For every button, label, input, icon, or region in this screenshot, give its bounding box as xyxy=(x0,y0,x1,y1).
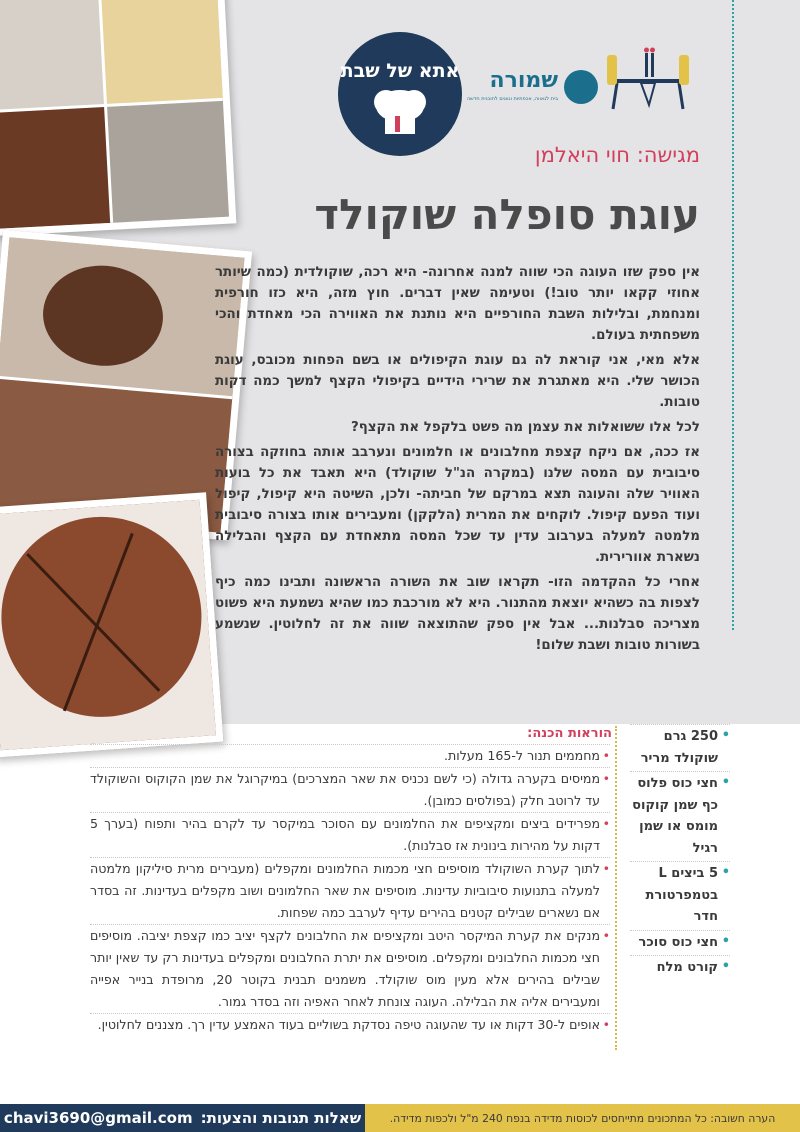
shamra-tagline: בית לגאווה, אכפתיות וגוונים לתוכנית חדשה xyxy=(466,96,558,102)
ingredients-list xyxy=(630,724,730,981)
dining-table-icon xyxy=(605,45,691,111)
chef-hat-icon xyxy=(338,32,462,156)
intro-paragraph: אין ספק שזו העוגה הכי שווה למנה אחרונה- היא רכה, שוקולדית (כמה שיותר אחוזי קקאו יותר טוב!) וטעימה שאין דברים. חוץ מזה, היא כזו חורפית ומנחמת, ובלילות השבת החורפיים היא נותנת את האווירה הכי מאחדת והכי משפחתית בעולם. xyxy=(215,265,700,343)
ingredient-item: • קורט מלח xyxy=(630,955,730,981)
intro-paragraph: אז ככה, אם ניקח קצפת מחלבונים או חלמונים ונערבב אותה בחוזקה בצורה סיבובית עם המסה שלנו (במקרה הנ"ל שוקולד) היא תאבד את כל בועות האוויר שלה והעוגה תצא במרקם של חביתה- ולכן, השיטה היא קיפול, קיפול ועוד הפעם קיפול. לוקחים את המרית (הלקקן) ומעבירים אותו בצורה סיבובית מלמטה למעלה בערבוב עדין עד שכל המסה מתאחדת עם הקצף והבלילה נשארת אוורירית. xyxy=(215,445,700,565)
intro-paragraph: לכל אלו ששואלות את עצמן מה פשט בלקפל את הקצף? xyxy=(350,420,700,435)
shamra-mark-icon xyxy=(564,70,598,104)
ingredient-item: • חצי כוס פלוס כף שמן קוקוס מומס או שמן רגיל xyxy=(630,771,730,861)
chef-badge-logo xyxy=(338,32,462,156)
contact-label: שאלות תגובות והצעות: xyxy=(200,1109,362,1127)
footer-contact xyxy=(0,1104,365,1132)
step-item: • ממיסים בקערה גדולה (כי לשם נכניס את שאר המצרכים) במיקרוגל את שמן הקוקוס והשוקולד עד לרוטב חלק (בפולסים כמובן). xyxy=(90,767,610,812)
step-item: • מפרידים ביצים ומקציפים את החלמונים עם הסוכר במיקסר עד לקרם בהיר ותפוח (בערך 5 דקות על מהירות בינונית אז סבלנות). xyxy=(90,812,610,857)
step-item: • מחממים תנור ל-165 מעלות. xyxy=(90,744,610,767)
recipe-photo-cake xyxy=(0,492,223,757)
badge-text: אתא של שבת xyxy=(340,60,460,82)
ingredient-item: • 5 ביצים L בטמפרטורת חדר xyxy=(630,861,730,930)
footer-note: הערה חשובה: כל המתכונים מתייחסים לכוסות מדידה בנפח 240 מ"ל ולכפות מדידה. xyxy=(365,1104,800,1132)
recipe-title: עוגת סופלה שוקולד xyxy=(314,190,700,239)
shamra-name: שמורה xyxy=(489,68,558,93)
recipe-photo-melting xyxy=(0,0,236,236)
ingredient-item: • חצי כוס סוכר xyxy=(630,930,730,956)
ingredient-item: • 250 גרם שוקולד מריר xyxy=(630,724,730,771)
intro-paragraph: אחרי כל ההקדמה הזו- תקראו שוב את השורה הראשונה ותבינו כמה כיף לצפות בה כשהיא יוצאת מהתנור. היא לא מורכבת כמו שהיא נשמעת היא פשוט מצריכה סבלנות... אבל אין ספק שהתוצאה שווה את זה לחלוטין. שנשמע בשורות טובות ושבת שלום! xyxy=(215,575,700,653)
step-item: • אופים ל-30 דקות או עד שהעוגה טיפה נסדקת בשוליים בעוד האמצע עדין רך. מצננים לחלוטין. xyxy=(90,1013,610,1036)
recipe-author: מגישה: חוי היאלמן xyxy=(534,143,700,167)
shamra-logo xyxy=(466,68,598,110)
contact-email[interactable]: chavi3690@gmail.com xyxy=(3,1109,193,1127)
steps-list xyxy=(90,744,610,1036)
ingredients-divider xyxy=(615,726,617,1050)
step-item: • לתוך קערת השוקולד מוסיפים חצי מכמות החלמונים ומקפלים (מעבירים מרית סיליקון מלמטה למעלה בתנועות סיבוביות עדינות. מוסיפים את שאר החלמונים ושוב מקפלים בעדינות. זה בסדר אם נשארים שבילים קטנים בהירים עדיף לערבב כמה שפחות. xyxy=(90,857,610,924)
prep-title: הוראות הכנה: xyxy=(527,726,612,741)
recipe-intro xyxy=(215,262,700,660)
top-divider xyxy=(732,0,734,630)
intro-paragraph: אלא מאי, אני קוראת לה גם עוגת הקיפולים או בשם הפחות מכובס, עוגת הכושר שלי. היא מאתגרת את שרירי הידיים בקיפולי הקצף למשך כמה דקות טובות. xyxy=(215,353,700,410)
step-item: • מנקים את קערת המיקסר היטב ומקציפים את החלבונים לקצף יציב כמו קצפת יציבה. מוסיפים חצי מכמות החלבונים ומקפלים. מוסיפים את יתרת החלבונים ומקפלים בעדינות רק עד שאין יותר שבילים בהירים אלא מעין מוס שוקולד. משמנים תבנית בקוטר 20, מרופדת בנייר אפייה ומעבירים אליה את הבלילה. העוגה צונחת לאחר האפיה וזה בסדר גמור. xyxy=(90,924,610,1013)
